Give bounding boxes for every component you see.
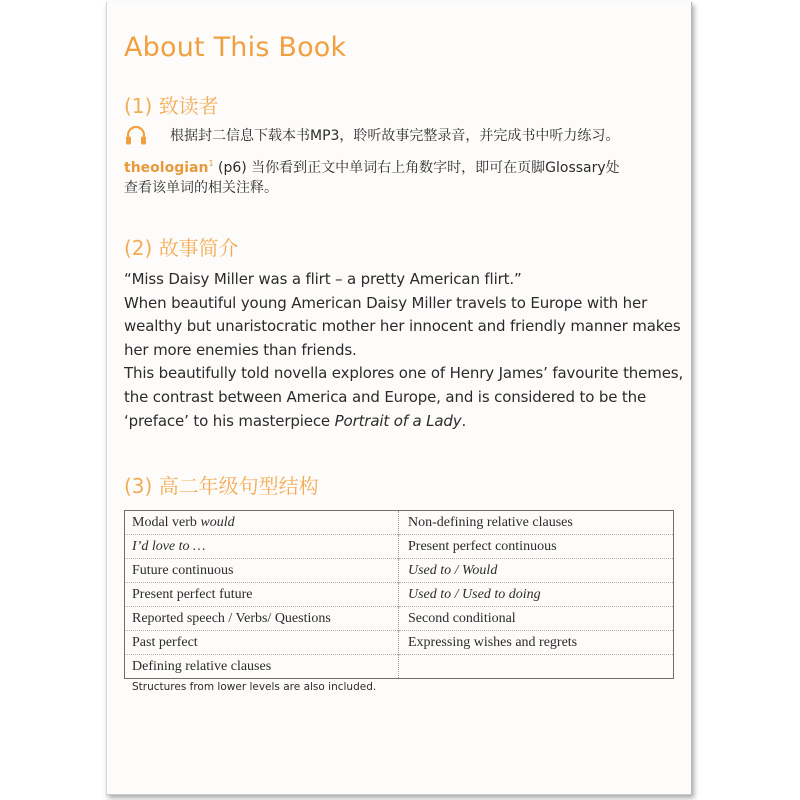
section-heading-sentence-structures: (3) 高二年级句型结构 [124, 474, 319, 498]
table-row [125, 607, 674, 631]
table-cell [399, 655, 674, 679]
table-cell: Used to / Would [399, 559, 674, 583]
table-row [125, 583, 674, 607]
table-cell: Used to / Used to doing [399, 583, 674, 607]
glossary-instruction-text: (p6) 当你看到正文中单词右上角数字时，即可在页脚Glossary处 [217, 160, 620, 176]
table-cell: Second conditional [399, 607, 674, 631]
headphones-icon [124, 124, 148, 146]
story-summary [124, 268, 684, 433]
table-cell: Non-defining relative clauses [408, 514, 573, 530]
table-row [125, 655, 674, 679]
table-row [125, 535, 674, 559]
table-cell: Past perfect [125, 631, 399, 655]
glossary-keyword-example: theologian$^1$ [124, 159, 214, 176]
page-title: About This Book [124, 32, 347, 63]
table-cell: I’d love to … [125, 535, 399, 559]
summary-paragraph-1: When beautiful young American Daisy Miller travels to Europe with her wealthy but unaristocratic mother her innocent and friendly manner makes her more enemies than friends. [124, 293, 681, 359]
table-row [125, 511, 674, 535]
table-cell: Present perfect continuous [399, 535, 674, 559]
table-cell: Expressing wishes and regrets [399, 631, 674, 655]
glossary-instruction-line-2: 查看该单词的相关注释。 [124, 180, 278, 196]
summary-quote: “Miss Daisy Miller was a flirt – a pretty American flirt.” [124, 270, 522, 288]
table-cell: Modal verb would [125, 511, 399, 535]
structures-footnote: Structures from lower levels are also included. [132, 681, 377, 693]
summary-paragraph-2: This beautifully told novella explores one of Henry James’ favourite themes, the contrast between America and Europe, and is considered to be the ‘preface’ to his masterpiece Portrait of a Lady. [124, 364, 684, 430]
table-cell: Reported speech / Verbs/ Questions [125, 607, 399, 631]
table-row [125, 631, 674, 655]
table-cell: Present perfect future [125, 583, 399, 607]
mp3-download-instruction: 根据封二信息下载本书MP3，聆听故事完整录音，并完成书中听力练习。 [170, 128, 620, 144]
section-heading-to-readers: (1) 致读者 [124, 94, 219, 118]
table-row [125, 559, 674, 583]
structures-table [124, 510, 674, 679]
section-heading-story-summary: (2) 故事简介 [124, 236, 239, 260]
table-cell: Future continuous [125, 559, 399, 583]
book-title-portrait-of-a-lady: Portrait of a Lady [334, 411, 462, 430]
table-cell: Defining relative clauses [125, 655, 399, 679]
